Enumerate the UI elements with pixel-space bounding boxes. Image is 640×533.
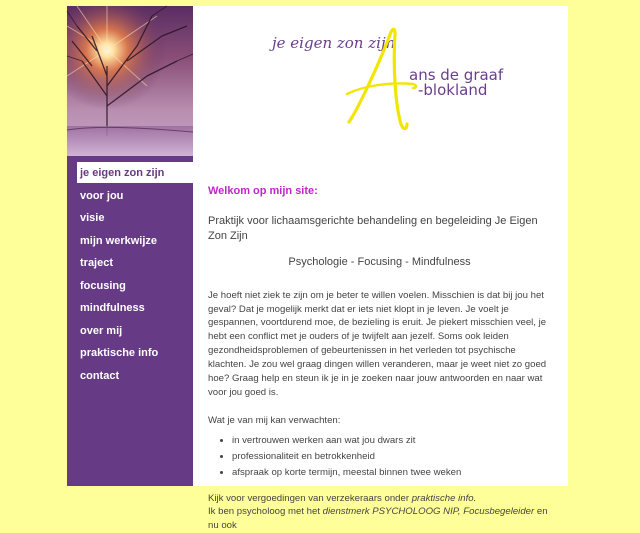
nav-item-mindfulness[interactable]: mindfulness <box>80 302 145 314</box>
expectations-heading: Wat je van mij kan verwachten: <box>208 414 341 426</box>
nav-item-contact[interactable]: contact <box>80 369 120 382</box>
site-name-line1: ans de graaf <box>409 66 504 84</box>
nav-item-praktische-info[interactable]: praktische info <box>80 347 159 359</box>
practice-subheading: Psychologie - Focusing - Mindfulness <box>288 255 471 268</box>
insurance-text: Kijk voor vergoedingen van verzekeraars onder <box>208 492 412 504</box>
nav-item-focusing[interactable]: focusing <box>80 279 126 292</box>
main-navigation <box>67 162 193 387</box>
nav-item-je-eigen-zon-zijn[interactable]: je eigen zon zijn <box>77 162 193 185</box>
praktische-info-link[interactable]: praktische info. <box>411 492 477 504</box>
intro-paragraph: Je hoeft niet ziek te zijn om je beter te willen voelen. Misschien is dat bij jou het geval? Dat je mogelijk merkt dat er iets niet klopt in je leven. Je voelt je gespannen, voortdurend moe, de bezieling is eruit. Je piekert misschien veel, je hebt een conflict met je ouders of je twijfelt aan jezelf. Soms ook leiden gezondheidsproblemen of gebeurtenissen in het verleden tot psychische klachten. Je zou wel graag dingen willen veranderen, maar je weet niet zo goed hoe? Graag help en steun ik je in je zoeken naar jouw antwoorden en naar wat voor jou goed is. <box>208 289 547 398</box>
expectations-list <box>208 434 551 480</box>
insurance-note <box>208 492 551 506</box>
sunset-tree-image <box>67 6 193 156</box>
site-header <box>193 6 568 166</box>
nav-item-over-mij[interactable]: over mij <box>80 324 123 337</box>
nav-item-visie[interactable]: visie <box>80 212 105 224</box>
list-item: • afspraak op korte termijn, meestal binnen twee weken <box>232 466 551 480</box>
welcome-heading: Welkom op mijn site: <box>208 185 318 197</box>
nav-item-mijn-werkwijze[interactable]: mijn werkwijze <box>80 234 158 247</box>
sidebar <box>67 6 193 486</box>
psychologist-note <box>208 505 551 533</box>
sunset-tree-photo <box>67 6 193 156</box>
psychologist-text: Ik ben psycholoog met het <box>208 506 323 518</box>
psychologist-mark: dienstmerk PSYCHOLOOG NIP, Focusbegeleider <box>322 506 535 518</box>
site-name <box>409 68 503 98</box>
list-item: • in vertrouwen werken aan wat jou dwars zit <box>232 434 551 448</box>
site-tagline: je eigen zon zijn <box>272 34 396 52</box>
practice-intro: Praktijk voor lichaamsgerichte behandeling en begeleiding Je Eigen Zon Zijn <box>208 214 538 243</box>
nav-item-voor-jou[interactable]: voor jou <box>80 189 124 202</box>
site-name-line2: -blokland <box>418 81 488 99</box>
nav-item-traject[interactable]: traject <box>80 257 114 269</box>
page-container <box>67 6 568 532</box>
psychologist-text-end: en nu ook <box>208 506 548 532</box>
list-item: • professionaliteit en betrokkenheid <box>232 450 551 464</box>
main-content <box>208 184 551 533</box>
